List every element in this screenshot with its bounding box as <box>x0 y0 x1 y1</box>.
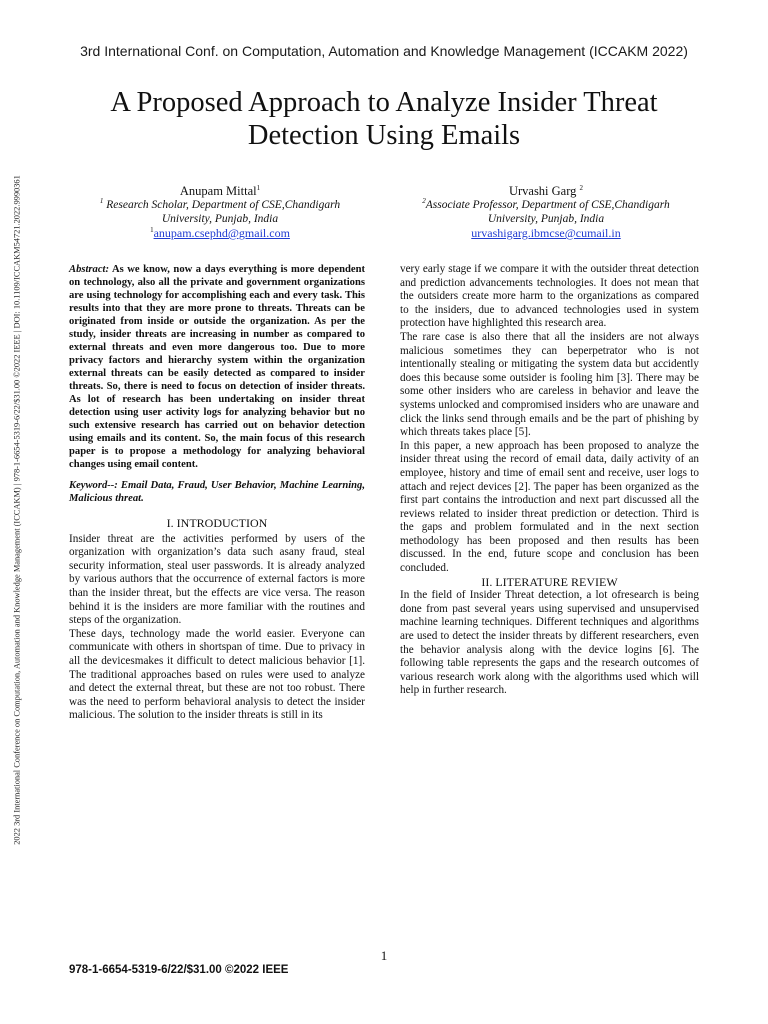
intro-paragraph-1: Insider threat are the activities performed by users of the organization with organization’s data such asany fraud, steal security information, steal user passwords. It is already analyzed by various authors that the occurrence of external factors is more than the insider threat, but the effects are vice versa. The reason behind it is the insiders are more familiar with the routines and steps of the organization. <box>69 532 365 627</box>
email-sup: 1 <box>150 226 154 234</box>
author-name-text: Anupam Mittal <box>179 184 257 198</box>
intro-paragraph-4: The rare case is also there that all the insiders are not always malicious sometimes they can beperpetrator who is not intentionally stealing or mitigating the system data but accidently does this because some outsider is fooling him [3]. There may be some other insiders who are careless in behavior and leave the systems unlocked and compromised insiders who are unaware and click the links send through emails and be the part of phishing by which threats takes place [5]. <box>400 330 699 439</box>
abstract-text: As we know, now a days everything is more dependent on technology, also all the private and government organizations are using technology for accomplishing each and every task. This results into that they are more prone to threats. Threats can be originated from inside or outside the organization. As per the study, insider threats are increasing in number as compared to external threats and even more dangerous too. Due to more privacy factors and hierarchy system within the organization external threats can be easily detected as compared to insider threats. So, there is need to focus on detection of insider threats. As lot of research has been undertaking on insider threat detection using user activity logs for analyzing behavior but no such extensive research has carried out on behavior detection using emails and its content. So, the main focus of this research paper is to propose a methodology for analyzing behavioral changes using email content. <box>69 264 365 470</box>
author-block-1 <box>70 184 370 240</box>
right-column <box>400 263 699 698</box>
doi-side-strip <box>10 120 24 900</box>
intro-paragraph-5: In this paper, a new approach has been proposed to analyze the insider threat using the record of email data, daily activity of an employee, history and time of email sent and receive, user logs to attach and reject devices [2]. The paper has been organized as the first part contains the introduction and next part discussed all the reviews related to insider threat prediction or detection. Third is the gaps and problem formulated and in the next section methodology has been proposed and then results has been discussed. In the end, future scope and conclusion has been concluded. <box>400 439 699 575</box>
conference-header: 3rd International Conf. on Computation, Automation and Knowledge Management (ICCAKM 2022) <box>80 43 688 59</box>
affiliation-line-1: Associate Professor, Department of CSE,Chandigarh <box>425 199 670 211</box>
author-sup: 2 <box>579 183 584 192</box>
title-line-1: A Proposed Approach to Analyze Insider Threat <box>110 87 658 118</box>
author-block-2 <box>396 184 696 240</box>
author-name <box>396 184 696 198</box>
author-name <box>70 184 370 198</box>
affiliation-sup: 1 <box>99 197 104 206</box>
affiliation-line-2: University, Punjab, India <box>487 213 605 225</box>
author-affiliation <box>396 198 696 212</box>
intro-paragraph-2: These days, technology made the world easier. Everyone can communicate with others in shortspan of time. Due to privacy in all the devicesmakes it difficult to detect malicious behavior [1]. The traditional approaches based on rules were used to analyze and detect the external threat, but these are not too robust. There was the need to perform behavioral analysis to detect the insider malicious. The solution to the insider threats is still in its <box>69 627 365 722</box>
affiliation-line-1: Research Scholar, Department of CSE,Chandigarh <box>103 199 341 211</box>
abstract <box>69 263 365 471</box>
keywords: Keyword--: Email Data, Fraud, User Behavior, Machine Learning, Malicious threat. <box>69 480 365 504</box>
literature-paragraph-1: In the field of Insider Threat detection, a lot ofresearch is being done from past several years using supervised and unsupervised machine learning techniques. Different techniques and algorithms are used to detect the insider threats by different researchers, even the behavior analysis along with the device logins [6]. The following table represents the gaps and the research outcomes of various research work along with the algorithms used which will help in further research. <box>400 589 699 697</box>
section-heading-introduction: I. INTRODUCTION <box>166 516 268 530</box>
title-line-2: Detection Using Emails <box>247 120 521 151</box>
author-email-link[interactable]: urvashigarg.ibmcse@cumail.in <box>471 226 621 240</box>
affiliation-line-2: University, Punjab, India <box>161 213 279 225</box>
author-email-link[interactable]: anupam.csephd@gmail.com <box>153 226 290 240</box>
abstract-label: Abstract: <box>69 264 110 275</box>
paper-title <box>60 86 708 152</box>
author-sup: 1 <box>256 183 261 192</box>
affiliation-sup: 2 <box>422 197 426 206</box>
author-affiliation <box>70 198 370 212</box>
footer-isbn: 978-1-6654-5319-6/22/$31.00 ©2022 IEEE <box>69 964 289 976</box>
intro-paragraph-3: very early stage if we compare it with the outsider threat detection and prediction advancements technologies. It does not mean that the outsiders create more harm to the organizations as compared to the insiders, due to advanced technologies used in system protection have highlighted this research area. <box>400 263 699 330</box>
author-name-text: Urvashi Garg <box>508 184 577 198</box>
page-number: 1 <box>380 948 388 963</box>
doi-side-text: 2022 3rd International Conference on Computation, Automation and Knowledge Management (ICCAKM) | 978-1-6654-5319-6/22/$31.00 ©2022 IEEE | DOI: 10.1109/ICCAKM54721.2022.9990361 <box>12 175 22 845</box>
left-column <box>69 263 365 723</box>
section-heading-literature-review: II. LITERATURE REVIEW <box>481 574 618 589</box>
